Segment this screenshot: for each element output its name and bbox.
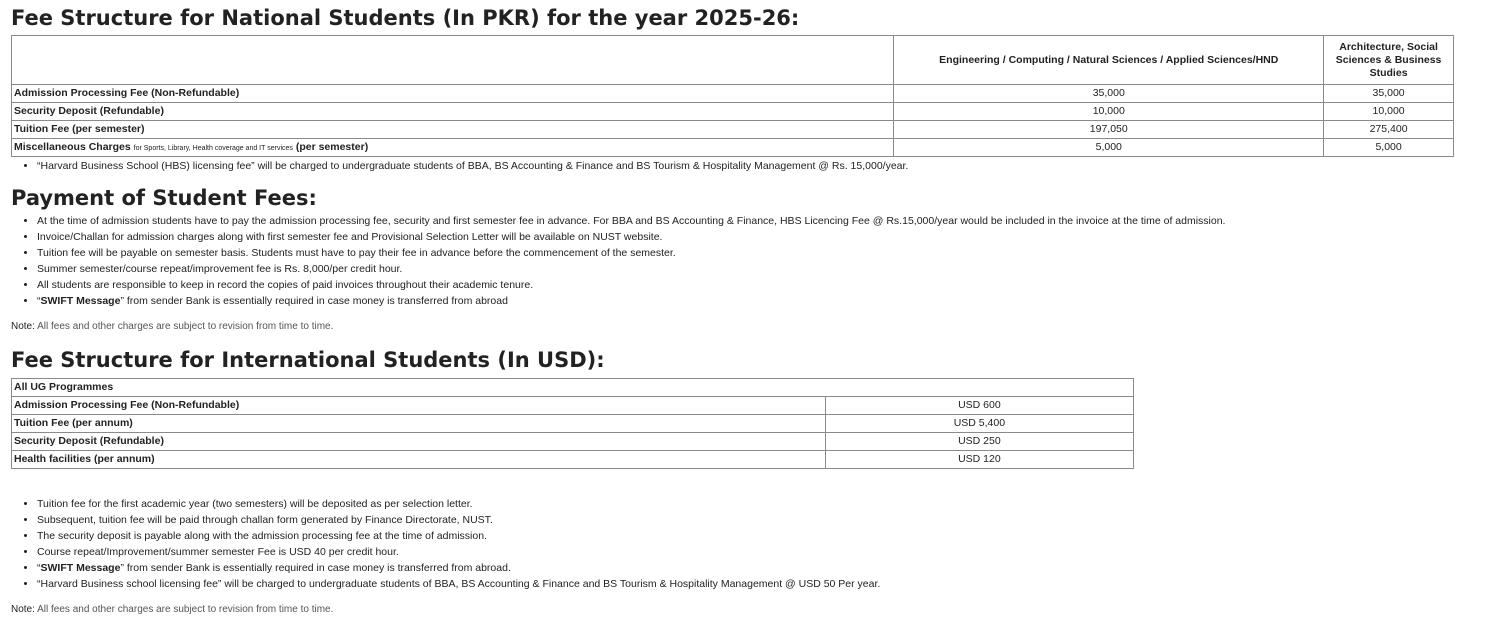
cell-engineering: 197,050 [894,121,1324,139]
list-item: • Summer semester/course repeat/improvement fee is Rs. 8,000/per credit hour. [37,261,1225,277]
swift-rest: from sender Bank is essentially required in case money is transferred from abroad. [123,562,511,574]
list-item: • Tuition fee will be payable on semester basis. Students must have to pay their fee in advance before the commencement of the semester. [37,245,1225,261]
cell-value: USD 250 [825,433,1133,451]
international-fee-title: Fee Structure for International Students (In USD): [11,348,605,372]
list-item: • “Harvard Business school licensing fee” will be charged to undergraduate students of BBA, BS Accounting & Finance and BS Tourism & Hospitality Management @ USD 50 Per year. [37,576,880,592]
note-label: Note: [11,604,35,615]
hbs-note-list [11,158,908,174]
swift-rest: from sender Bank is essentially required in case money is transferred from abroad [123,295,508,307]
cell-engineering: 10,000 [894,103,1324,121]
international-list [11,496,880,592]
row-label: Tuition Fee (per annum) [12,415,826,433]
table-row [12,433,1134,451]
table-row [12,397,1134,415]
swift-bold: SWIFT Message [40,562,121,574]
international-fee-table [11,378,1134,469]
row-label: Admission Processing Fee (Non-Refundable) [12,397,826,415]
header-cell-engineering: Engineering / Computing / Natural Sciences / Applied Sciences/HND [894,36,1324,85]
payment-title: Payment of Student Fees: [11,186,317,210]
misc-small-note: for Sports, Library, Health coverage and IT services [133,144,293,152]
table-row [12,451,1134,469]
cell-value: USD 5,400 [825,415,1133,433]
header-cell-empty [12,36,894,85]
national-fee-title: Fee Structure for National Students (In PKR) for the year 2025-26: [11,6,800,30]
row-label: Security Deposit (Refundable) [12,433,826,451]
national-fee-table [11,35,1454,157]
list-item: • “SWIFT Message” from sender Bank is essentially required in case money is transferred from abroad. [37,560,880,576]
note-label: Note: [11,321,35,332]
list-item: • Invoice/Challan for admission charges along with first semester fee and Provisional Selection Letter will be available on NUST website. [37,229,1225,245]
header-cell-architecture: Architecture, Social Sciences & Business Studies [1324,36,1454,85]
header-all-ug: All UG Programmes [12,379,1134,397]
cell-engineering: 5,000 [894,139,1324,157]
cell-engineering: 35,000 [894,85,1324,103]
list-item: • All students are responsible to keep in record the copies of paid invoices throughout their academic tenure. [37,277,1225,293]
list-item: • The security deposit is payable along with the admission processing fee at the time of admission. [37,528,880,544]
cell-value: USD 120 [825,451,1133,469]
row-label: Security Deposit (Refundable) [12,103,894,121]
cell-architecture: 275,400 [1324,121,1454,139]
misc-suffix: (per semester) [295,140,369,153]
table-row [12,139,1454,157]
list-item: • Course repeat/Improvement/summer semester Fee is USD 40 per credit hour. [37,544,880,560]
revision-note [11,321,333,332]
list-item: • At the time of admission students have to pay the admission processing fee, security and first semester fee in advance. For BBA and BS Accounting & Finance, HBS Licencing Fee @ Rs.15,000/year would be included in the invoice at the time of admission. [37,213,1225,229]
cell-value: USD 600 [825,397,1133,415]
misc-label: Miscellaneous Charges [14,140,131,153]
table-row [12,85,1454,103]
payment-list [11,213,1225,309]
row-label: Tuition Fee (per semester) [12,121,894,139]
list-item: • “SWIFT Message” from sender Bank is essentially required in case money is transferred from abroad [37,293,1225,309]
list-item: • Tuition fee for the first academic year (two semesters) will be deposited as per selection letter. [37,496,880,512]
revision-note [11,604,333,615]
row-label: Admission Processing Fee (Non-Refundable) [12,85,894,103]
table-row [12,415,1134,433]
cell-architecture: 10,000 [1324,103,1454,121]
table-row [12,103,1454,121]
table-header-row [12,379,1134,397]
note-text: All fees and other charges are subject to revision from time to time. [34,604,334,615]
table-row [12,121,1454,139]
list-item: • “Harvard Business School (HBS) licensing fee” will be charged to undergraduate students of BBA, BS Accounting & Finance and BS Tourism & Hospitality Management @ Rs. 15,000/year. [37,158,908,174]
table-header-row [12,36,1454,85]
list-item: • Subsequent, tuition fee will be paid through challan form generated by Finance Directorate, NUST. [37,512,880,528]
swift-bold: SWIFT Message [40,295,121,307]
cell-architecture: 35,000 [1324,85,1454,103]
row-label: Health facilities (per annum) [12,451,826,469]
cell-architecture: 5,000 [1324,139,1454,157]
note-text: All fees and other charges are subject to revision from time to time. [34,321,334,332]
row-label-misc [12,139,894,157]
